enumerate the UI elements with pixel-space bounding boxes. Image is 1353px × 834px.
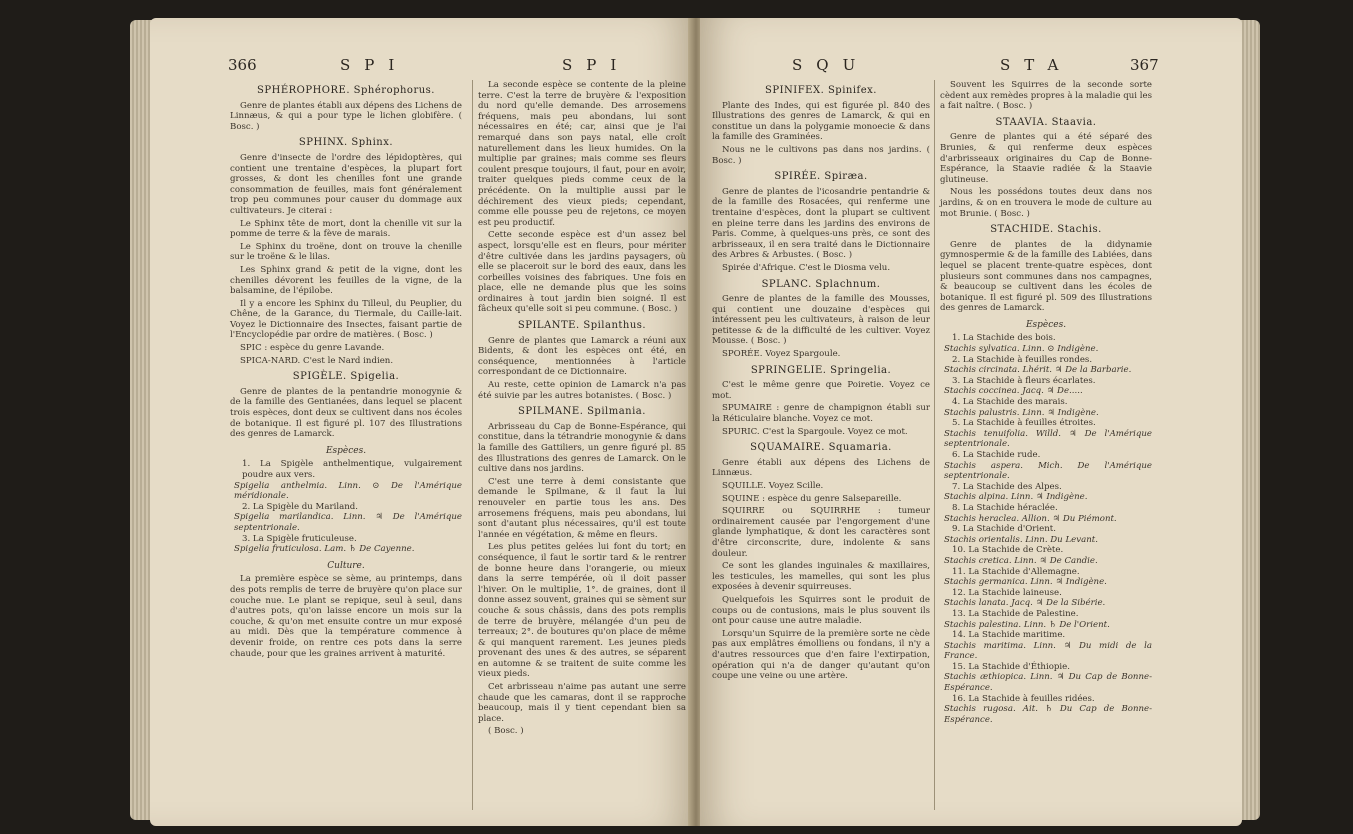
species-latin-name: Stachis rugosa. Ait. ♄ Du Cap de Bonne-Espérance. — [944, 704, 1152, 725]
text-column — [478, 80, 686, 739]
paragraph: Ce sont les glandes inguinales & maxillaires, les testicules, les mamelles, qui sont les plus exposées à devenir squirreuses. — [712, 561, 930, 593]
entry-heading: SPRINGELIE. Springelia. — [750, 364, 892, 376]
entry-heading: SPHINX. Sphinx. — [298, 137, 394, 149]
paragraph: C'est le même genre que Poiretie. Voyez ce mot. — [712, 380, 930, 401]
paragraph: SPURIC. C'est la Spargoule. Voyez ce mot. — [722, 426, 908, 437]
species-entry: 10. La Stachide de Crète. — [952, 545, 1064, 556]
section-subheading: Espèces. — [1025, 319, 1067, 330]
species-entry: 6. La Stachide rude. — [952, 450, 1041, 460]
running-head: SPI — [562, 56, 631, 74]
entry-heading: SPIGÈLE. Spigelia. — [292, 371, 400, 383]
species-latin-name: Stachis alpina. Linn. ♃ Indigène. — [944, 492, 1088, 503]
left-page-edges — [130, 20, 152, 820]
right-page — [700, 18, 1242, 826]
species-entry: 7. La Stachide des Alpes. — [952, 481, 1062, 492]
species-entry: 4. La Stachide des marais. — [952, 397, 1068, 408]
species-latin-name: Spigelia anthelmia. Linn. ⊙ De l'Amérique méridionale. — [234, 480, 462, 502]
paragraph: Genre de plantes de la didynamie gymnospermie & de la famille des Labiées, dans lequel se placent trente-quatre espèces, dont plusieurs sont communes dans nos campagnes, & beaucoup se cultivent dans les écoles de botanique. Il est figuré pl. 509 des Illustrations des genres de Lamarck. — [940, 239, 1152, 314]
paragraph: Les plus petites gelées lui font du tort; en conséquence, il faut le sortir tard & le rentrer de bonne heure dans l'orangerie, ou mieux dans la serre tempérée, où il doit passer l'hiver. On le multiplie, 1°. de graines, dont il donne assez souvent, graines qui se sèment sur couche & sous châssis, dans des pots remplis de terre de bruyère, mélangée d'un peu de terreaux; 2°. de boutures qu'on place de même & qui manquent rarement. Les jeunes pieds provenant des unes & des autres, se séparent en automne & se traitent de suite comme les vieux pieds. — [478, 542, 686, 680]
species-latin-name: Stachis palestina. Linn. ♄ De l'Orient. — [944, 619, 1110, 630]
species-latin-name: Stachis aspera. Mich. De l'Amérique septentrionale. — [944, 460, 1152, 482]
left-page — [150, 18, 692, 826]
paragraph: Spirée d'Afrique. C'est le Diosma velu. — [722, 262, 891, 273]
paragraph: Plante des Indes, qui est figurée pl. 840 des Illustrations des genres de Lamarck, & qui en constitue un dans la polygamie monoecie & dans la famille des Graminées. — [712, 100, 930, 143]
paragraph: Quelquefois les Squirres sont le produit de coups ou de contusions, mais le plus souvent ils ont pour cause une autre maladie. — [712, 594, 930, 627]
running-head: SPI — [340, 56, 409, 74]
paragraph: Lorsqu'un Squirre de la première sorte ne cède pas aux emplâtres émolliens ou fondans, il n'y a d'autres ressources que d'en faire l'extirpation, opération qui n'a de danger qu'autant qu'on coupe une veine ou une artère. — [712, 628, 930, 682]
species-latin-name: Spigelia marilandica. Linn. ♃ De l'Amérique septentrionale. — [234, 512, 462, 533]
paragraph: La seconde espèce se contente de la pleine terre. C'est la terre de bruyère & l'exposition du nord qu'elle demande. Des arrosemens fréquens, mais peu abondans, lui sont nécessaires en été; car, ainsi que je l'ai remarqué dans son pays natal, elle croît naturellement dans les lieux humides. On la multiplie par graines; mais comme ses fleurs coulent presque toujours, il faut, pour en avoir, traiter quelques pieds comme ceux de la précédente. On la multiplie aussi par le déchirement des vieux pieds; cependant, comme elle pousse peu de rejetons, ce moyen est peu productif. — [478, 80, 686, 228]
entry-heading: SQUAMAIRE. Squamaria. — [750, 442, 892, 454]
entry-heading: STAAVIA. Staavia. — [995, 116, 1097, 128]
species-latin-name: Stachis circinata. Lhérit. ♃ De la Barbarie. — [944, 365, 1132, 376]
text-column — [940, 80, 1152, 725]
species-entry: 8. La Stachide héraclée. — [952, 502, 1058, 513]
species-latin-name: Stachis maritima. Linn. ♃ Du midi de la France. — [944, 640, 1152, 662]
species-entry: 2. La Spigèle du Mariland. — [242, 501, 358, 512]
entry-heading: SPINIFEX. Spinifex. — [765, 85, 877, 96]
entry-heading: SPIRÉE. Spiræa. — [774, 171, 868, 183]
species-entry: 14. La Stachide maritime. — [952, 630, 1066, 641]
column-rule — [472, 80, 473, 810]
paragraph: La première espèce se sème, au printemps, dans des pots remplis de terre de bruyère qu'on place sur couche nue. Le plant se repique, seul à seul, dans d'autres pots, qu'on laisse encore un mois sur la couche, & qu'on met ensuite contre un mur exposé au midi. Dès que la température commence à devenir froide, on rentre ces pots dans la serre chaude, pour que les graines arrivent à maturité. — [230, 574, 462, 659]
paragraph: Arbrisseau du Cap de Bonne-Espérance, qui constitue, dans la tétrandrie monogynie & dans la famille des Gattiliers, un genre figuré pl. 85 des Illustrations des genres de Lamarck. On le cultive dans nos jardins. — [478, 421, 686, 475]
species-entry: 2. La Stachide à feuilles rondes. — [952, 354, 1093, 365]
paragraph: SPIC : espèce du genre Lavande. — [240, 343, 385, 354]
paragraph: Cet arbrisseau n'aime pas autant une serre chaude que les camaras, dont il se rapproche beaucoup, mais il y tient cependant bien sa place. — [478, 682, 686, 724]
species-entry: 13. La Stachide de Palestine. — [952, 608, 1079, 619]
entry-heading: SPILANTE. Spilanthus. — [517, 320, 647, 332]
entry-heading: SPHÉROPHORE. Sphérophorus. — [257, 85, 435, 96]
paragraph: SPUMAIRE : genre de champignon établi sur la Réticulaire blanche. Voyez ce mot. — [712, 403, 930, 425]
species-latin-name: Stachis lanata. Jacq. ♃ De la Sibérie. — [944, 598, 1106, 609]
right-page-edges — [1240, 20, 1260, 820]
text-column — [230, 80, 462, 661]
species-entry: 15. La Stachide d'Éthiopie. — [952, 661, 1070, 672]
paragraph: Au reste, cette opinion de Lamarck n'a pas été suivie par les autres botanistes. ( Bosc. ) — [478, 380, 686, 401]
running-head: SQU — [792, 56, 870, 74]
species-latin-name: Stachis germanica. Linn. ♃ Indigène. — [944, 577, 1107, 588]
paragraph: ( Bosc. ) — [488, 726, 524, 737]
species-entry: 5. La Stachide à feuilles étroites. — [952, 418, 1096, 429]
paragraph: Genre de plantes établi aux dépens des Lichens de Linnæus, & qui a pour type le lichen globifère. ( Bosc. ) — [230, 100, 462, 132]
column-rule — [934, 80, 935, 810]
entry-heading: STACHIDE. Stachis. — [990, 224, 1102, 236]
paragraph: SQUINE : espèce du genre Salsepareille. — [722, 493, 902, 504]
paragraph: Genre établi aux dépens des Lichens de Linnæus. — [712, 457, 930, 479]
species-latin-name: Stachis orientalis. Linn. Du Levant. — [944, 534, 1098, 545]
page-number: 367 — [1130, 56, 1159, 74]
species-latin-name: Stachis heraclea. Allion. ♃ Du Piémont. — [944, 513, 1117, 524]
species-latin-name: Stachis palustris. Linn. ♃ Indigène. — [944, 407, 1099, 418]
paragraph: Genre de plantes de l'icosandrie pentandrie & de la famille des Rosacées, qui renferme une trentaine d'espèces, dont la plupart se cultivent en pleine terre dans les jardins des environs de Paris. Comme, à quelques-uns près, ce sont des arbrisseaux, il en sera traité dans le Dictionnaire des Arbres & Arbustes. ( Bosc. ) — [712, 186, 930, 261]
section-subheading: Espèces. — [325, 445, 367, 456]
paragraph: Le Sphinx du troëne, dont on trouve la chenille sur le troëne & le lilas. — [230, 241, 462, 263]
paragraph: Genre d'insecte de l'ordre des lépidoptères, qui contient une trentaine d'espèces, la plupart fort grosses, & dont les chenilles font une grande consommation de feuilles, mais font généralement trop peu communes pour causer du dommage aux cultivateurs. Je citerai : — [230, 152, 462, 216]
species-entry: 9. La Stachide d'Orient. — [952, 524, 1056, 535]
text-column — [712, 80, 930, 684]
species-entry: 1. La Stachide des bois. — [952, 333, 1056, 344]
species-entry: 11. La Stachide d'Allemagne. — [952, 566, 1080, 577]
paragraph: C'est une terre à demi consistante que demande le Spilmane, & il faut la lui renouveler en partie tous les ans. Des arrosemens fréquens, mais peu abondans, lui sont d'autant plus nécessaires, qu'il est toute l'année en végétation, & même en fleurs. — [478, 476, 686, 540]
species-latin-name: Spigelia fruticulosa. Lam. ♄ De Cayenne. — [234, 544, 415, 555]
paragraph: Cette seconde espèce est d'un assez bel aspect, lorsqu'elle est en fleurs, pour mériter d'être cultivée dans les jardins paysagers, où elle se placeroit sur le bord des eaux, dans les corbeilles voisines des fabriques. Une fois en place, elle ne demande plus que les soins ordinaires à tout jardin bien soigné. Il est fâcheux qu'elle soit si peu commune. ( Bosc. ) — [478, 230, 686, 315]
paragraph: SPORÉE. Voyez Spargoule. — [722, 349, 841, 360]
paragraph: Nous ne le cultivons pas dans nos jardins. ( Bosc. ) — [712, 144, 930, 166]
species-entry: 1. La Spigèle anthelmentique, vulgairement poudre aux vers. — [242, 459, 462, 480]
entry-heading: SPLANC. Splachnum. — [761, 278, 881, 290]
species-entry: 12. La Stachide laineuse. — [952, 587, 1062, 598]
paragraph: Genre de plantes de la famille des Mousses, qui contient une douzaine d'espèces qui intéressent peu les cultivateurs, à raison de leur petitesse & de la difficulté de les cultiver. Voyez Mousse. ( Bosc. ) — [712, 294, 930, 347]
paragraph: SQUIRRE ou SQUIRRHE : tumeur ordinairement causée par l'engorgement d'une glande lymphatique, & dont les caractères sont d'être circonscrite, dure, indolente & sans douleur. — [712, 506, 930, 559]
species-latin-name: Stachis tenuifolia. Willd. ♃ De l'Amérique septentrionale. — [944, 428, 1152, 450]
running-head: STA — [1000, 56, 1073, 74]
species-entry: 16. La Stachide à feuilles ridées. — [952, 693, 1095, 704]
paragraph: SPICA-NARD. C'est le Nard indien. — [240, 355, 394, 366]
species-latin-name: Stachis cretica. Linn. ♃ De Candie. — [944, 555, 1098, 566]
page-number: 366 — [228, 56, 257, 74]
paragraph: Genre de plantes qui a été séparé des Brunies, & qui renferme deux espèces d'arbrisseaux originaires du Cap de Bonne-Espérance, la Staavie radiée & la Staavie glutineuse. — [940, 132, 1152, 185]
species-latin-name: Stachis coccinea. Jacq. ♃ De..... — [944, 386, 1083, 397]
species-latin-name: Stachis æthiopica. Linn. ♃ Du Cap de Bonne-Espérance. — [944, 672, 1152, 694]
paragraph: Nous les possédons toutes deux dans nos jardins, & on en trouvera le mode de culture au mot Brunie. ( Bosc. ) — [940, 187, 1152, 219]
paragraph: Souvent les Squirres de la seconde sorte cèdent aux remèdes propres à la maladie qui les a fait naître. ( Bosc. ) — [940, 80, 1152, 112]
species-latin-name: Stachis sylvatica. Linn. ⊙ Indigène. — [944, 344, 1099, 355]
entry-heading: SPILMANE. Spilmania. — [518, 406, 646, 418]
species-entry: 3. La Spigèle fruticuleuse. — [242, 533, 357, 544]
section-subheading: Culture. — [327, 560, 365, 571]
paragraph: Les Sphinx grand & petit de la vigne, dont les chenilles dévorent les feuilles de la vigne, de la balsamine, de l'épilobe. — [230, 264, 462, 297]
paragraph: Le Sphinx tête de mort, dont la chenille vit sur la pomme de terre & la fève de marais. — [230, 218, 462, 240]
paragraph: Genre de plantes de la pentandrie monogynie & de la famille des Gentianées, dans lequel se placent trois espèces, dont deux se cultivent dans nos écoles de botanique. Il est figuré pl. 107 des Illustrations des genres de Lamarck. — [230, 386, 462, 440]
species-entry: 3. La Stachide à fleurs écarlates. — [952, 375, 1096, 386]
paragraph: SQUILLE. Voyez Scille. — [722, 481, 824, 491]
paragraph: Genre de plantes que Lamarck a réuni aux Bidents, & dont les espèces ont été, en conséquence, mentionnées à l'article correspondant de ce Dictionnaire. — [478, 335, 686, 378]
paragraph: Il y a encore les Sphinx du Tilleul, du Peuplier, du Chêne, de la Garance, du Tiermale, du Caille-lait. Voyez le Dictionnaire des Insectes, faisant partie de l'Encyclopédie par ordre de matières. ( Bosc. ) — [230, 298, 462, 341]
